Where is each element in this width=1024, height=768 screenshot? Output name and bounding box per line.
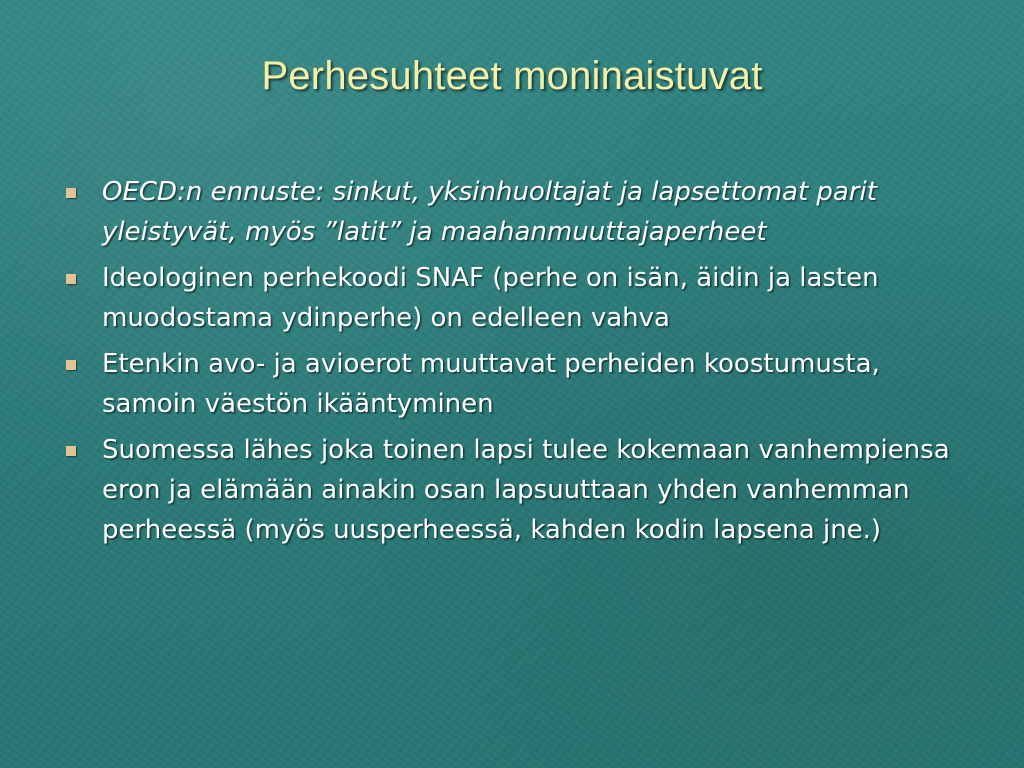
bullet-list [66,172,966,556]
bullet-text: Suomessa lähes joka toinen lapsi tulee kokemaan vanhempiensa eron ja elämään ainakin osan lapsuuttaan yhden vanhemman perheessä (myös uusperheessä, kahden kodin lapsena jne.) [102,435,950,545]
slide-title: Perhesuhteet moninaistuvat [261,54,763,98]
bullet-item-divorces [66,344,966,424]
bullet-item-snaf [66,258,966,338]
square-bullet-icon [66,188,76,198]
bullet-text: Ideologinen perhekoodi SNAF (perhe on isän, äidin ja lasten muodostama ydinperhe) on edelleen vahva [102,263,879,333]
square-bullet-icon [66,360,76,370]
square-bullet-icon [66,274,76,284]
bullet-item-oecd [66,172,966,252]
bullet-text: OECD:n ennuste: sinkut, yksinhuoltajat ja lapsettomat parit yleistyvät, myös ”latit” ja maahanmuuttajaperheet [102,177,877,247]
square-bullet-icon [66,446,76,456]
bullet-text: Etenkin avo- ja avioerot muuttavat perheiden koostumusta, samoin väestön ikääntyminen [102,349,880,419]
bullet-item-finland [66,430,966,550]
